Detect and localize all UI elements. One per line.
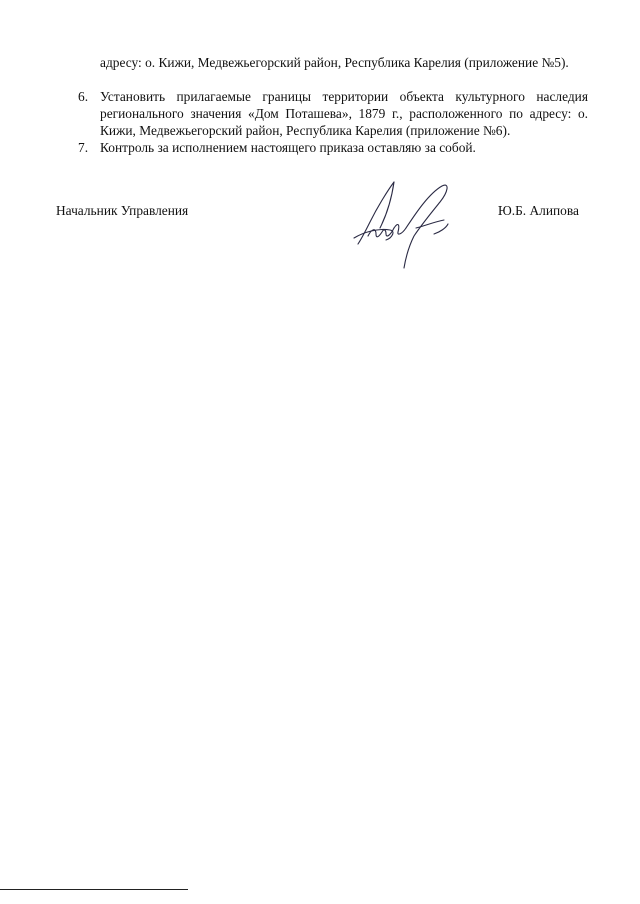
list-item-text: Установить прилагаемые границы территории объекта культурного наследия регионального значения «Дом Поташева», 1879 г., расположенного по адресу: о. Кижи, Медвежьегорский район, Республика Карелия (приложение №6). (100, 89, 588, 138)
footer-divider (0, 889, 188, 890)
list-item-6 (78, 88, 588, 139)
list-item-7 (78, 139, 588, 156)
list-item-number: 7. (78, 140, 89, 155)
signatory-title: Начальник Управления (56, 203, 189, 218)
continuation-paragraph: адресу: о. Кижи, Медвежьегорский район, Республика Карелия (приложение №5). (100, 55, 569, 70)
signatory-name: Ю.Б. Алипова (498, 203, 579, 218)
handwritten-signature (344, 176, 464, 272)
list-item-number: 6. (78, 89, 89, 104)
list-item-text: Контроль за исполнением настоящего приказа оставляю за собой. (100, 140, 476, 155)
